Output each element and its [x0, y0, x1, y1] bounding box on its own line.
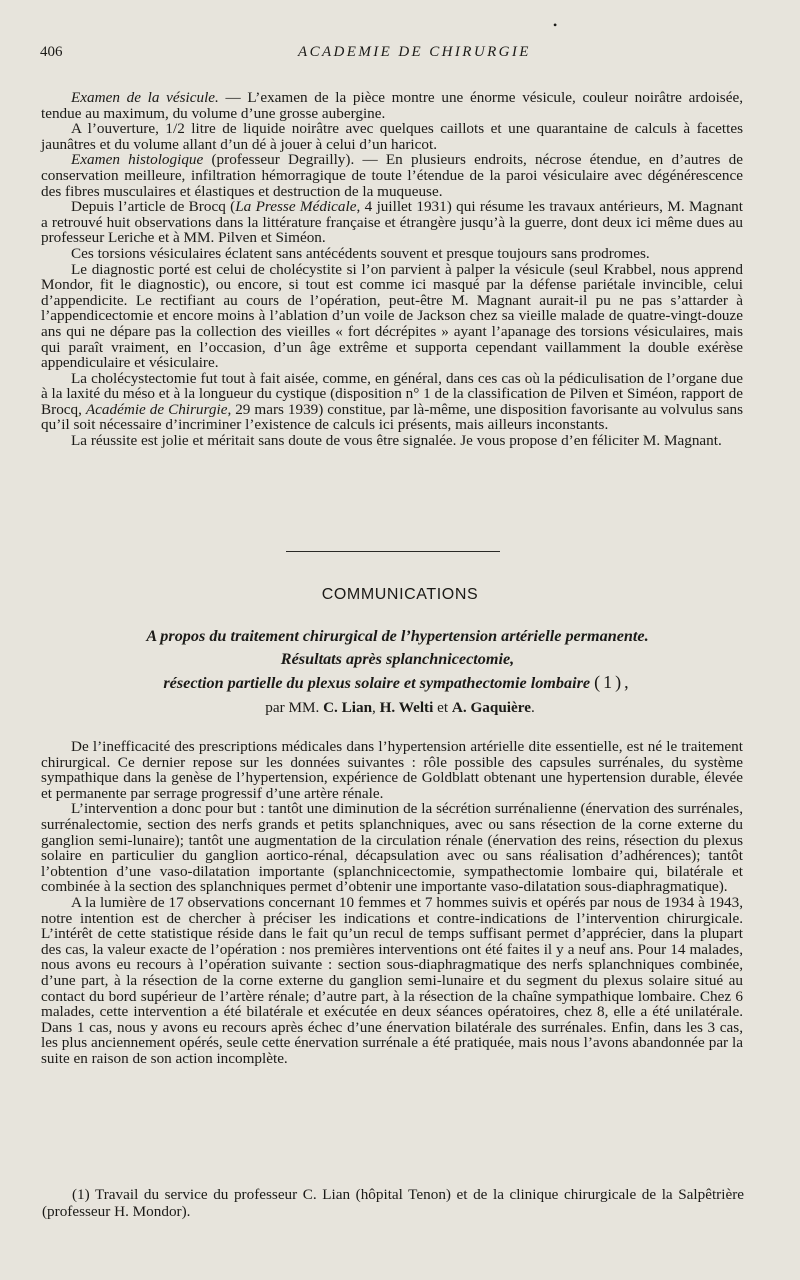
journal-name: Académie de Chirurgie	[85, 400, 228, 418]
author-separator: ,	[372, 699, 380, 716]
journal-name: La Presse Médicale	[235, 198, 357, 216]
author-name: C. Lian	[323, 699, 373, 716]
authors-suffix: .	[530, 699, 535, 716]
section-divider	[286, 551, 500, 552]
section-heading: COMMUNICATIONS	[321, 586, 479, 603]
title-line: Résultats après splanchnicectomie,	[280, 650, 515, 668]
article-title	[30, 625, 765, 695]
title-line: A propos du traitement chirurgical de l’hypertension artérielle permanente.	[146, 627, 649, 645]
paragraph-lead: Examen histologique	[71, 151, 204, 169]
author-separator: et	[433, 699, 452, 716]
paragraph-text: , 4 juillet 1931) qui résume les travaux antérieurs, M. Magnant a retrouvé huit observations dans la littérature française et étrangère jusqu’à la guerre, dont deux ici même dues au professeur Leriche et à MM. Pilven et Siméon.	[41, 198, 743, 247]
paragraph: La réussite est jolie et méritait sans doute de vous être signalée. Je vous propose d’en féliciter M. Magnant.	[71, 432, 722, 450]
page-number: 406	[40, 44, 63, 60]
paragraph-text: La cholécystectomie fut tout à fait aisée, comme, en général, dans ces cas où la pédiculisation de l’organe due à la laxité du méso et à la longueur du cystique (disposition n° 1 de la classification de Pilven et Siméon, rapport de Brocq,	[41, 369, 743, 418]
title-text: résection partielle du plexus solaire et sympathectomie lombaire	[163, 674, 591, 692]
authors-prefix: par MM.	[265, 699, 324, 716]
paragraph: L’intervention a donc pour but : tantôt une diminution de la sécrétion surrénalienne (énervation des surrénales, surrénalectomie, section des nerfs grands et petits splanchniques, avec ou sans résection de la corne externe du ganglion semi-lunaire); tantôt une augmentation de la circulation rénale (énervation des reins, résection du plexus solaire en particulier du ganglion aortico-rénal, décapsulation avec ou sans réalisation d’adhérences); tantôt l’obtention d’une vaso-dilatation importante (splanchnicectomie, sympathectomie lombaire qui, bilatérale et combinée à la section des splanchniques permet d’obtenir une importante vaso-dilatation sous-diaphragmatique).	[41, 800, 743, 896]
paragraph: A la lumière de 17 observations concernant 10 femmes et 7 hommes suivis et opérés par nous de 1934 à 1943, notre intention est de chercher à préciser les indications et contre-indications de l’intervention chirurgicale. L’intérêt de cette statistique réside dans le fait qu’un recul de temps suffisant permet d’apprécier, dans la plupart des cas, la valeur exacte de l’opération : nos premières interventions ont été faites il y a neuf ans. Pour 14 malades, nous avons eu recours à l’opération suivante : section sous-diaphragmatique des nerfs splanchniques combinée, d’une part, à la résection de la corne externe du ganglion semi-lunaire et du segment du plexus solaire situé au contact du bord supérieur de l’artère rénale; d’autre part, à la résection de la chaîne sympathique lombaire. Chez 6 malades, cette intervention a été bilatérale et exécutée en deux séances opératoires, chez 8, elle a été unilatérale. Dans 1 cas, nous y avons eu recours après échec d’une énervation bilatérale des surrénales. Enfin, dans les 3 cas, les plus anciennement opérés, seule cette énervation surrénale a été pratiquée, mais nous l’avons abandonnée par la suite en raison de son action incomplète.	[41, 893, 743, 1067]
report-text	[41, 90, 743, 449]
paragraph-text: (professeur Degrailly). — En plusieurs endroits, nécrose étendue, en d’autres de conservation meilleure, infiltration hémorragique de toute l’étendue de la paroi vésiculaire avec dégénérescence des fibres musculaires et élastiques et destruction de la muqueuse.	[41, 151, 743, 200]
paragraph	[41, 371, 743, 433]
paragraph	[41, 152, 743, 199]
footnote-ref: (1),	[594, 672, 632, 692]
paragraph-lead: Examen de la vésicule.	[71, 89, 219, 106]
author-line	[0, 699, 800, 717]
title-line	[30, 671, 765, 695]
paragraph-text: Depuis l’article de Brocq (	[71, 198, 236, 216]
paragraph-text: , 29 mars 1939) constitue, par là-même, une disposition favorisante au volvulus sans qu’il soit nécessaire d’incriminer l’existence de calculs ici présents, mais ailleurs inconstants.	[41, 400, 743, 434]
running-title: ACADEMIE DE CHIRURGIE	[298, 44, 531, 60]
paragraph-text: — L’examen de la pièce montre une énorme vésicule, couleur noirâtre ardoisée, tendue au maximum, du volume d’une grosse aubergine.	[41, 89, 743, 122]
header-mark: •	[553, 18, 558, 32]
paragraph: De l’inefficacité des prescriptions médicales dans l’hypertension artérielle dite essentielle, est né le traitement chirurgical. Ce dernier repose sur les données suivantes : rôle possible des capsules surrénales, du système sympathique dans la genèse de l’hypertension, expérience de Goldblatt obtenant une hypertension durable, élevée et permanente par serrage progressif d’une artère rénale.	[41, 738, 743, 802]
paragraph: Ces torsions vésiculaires éclatent sans antécédents souvent et presque toujours sans prodromes.	[71, 244, 650, 262]
article-body	[41, 739, 743, 1066]
paragraph	[41, 90, 743, 121]
paragraph: Le diagnostic porté est celui de cholécystite si l’on parvient à palper la vésicule (seul Krabbel, nous apprend Mondor, fit le diagnostic), ou encore, si tout est comme ici masqué par la défense pariétale invincible, celui d’appendicite. Le rectifiant au cours de l’opération, peut-être M. Magnant aurait-il pu ne pas s’attarder à l’appendicectomie et encore moins à l’ablation d’un voile de Jackson chez sa vieille malade de quatre-vingt-douze ans qui ne dépare pas la collection des vieilles « fort décrépites » ayant l’apanage des torsions vésiculaires, mais qui paraît vraiment, en l’occasion, d’un âge extrême et supporta cependant vaillamment la double exérèse appendiculaire et vésiculaire.	[41, 260, 743, 372]
paragraph	[41, 199, 743, 246]
footnote: (1) Travail du service du professeur C. Lian (hôpital Tenon) et de la clinique chirurgicale de la Salpêtrière (professeur H. Mondor).	[42, 1186, 744, 1220]
page-header	[40, 18, 740, 66]
author-name: H. Welti	[379, 699, 434, 716]
author-name: A. Gaquière	[451, 699, 531, 716]
paragraph: A l’ouverture, 1/2 litre de liquide noirâtre avec quelques caillots et une quarantaine de calculs à facettes jaunâtres et du volume allant d’un dé à jouer à celui d’un haricot.	[41, 120, 743, 153]
